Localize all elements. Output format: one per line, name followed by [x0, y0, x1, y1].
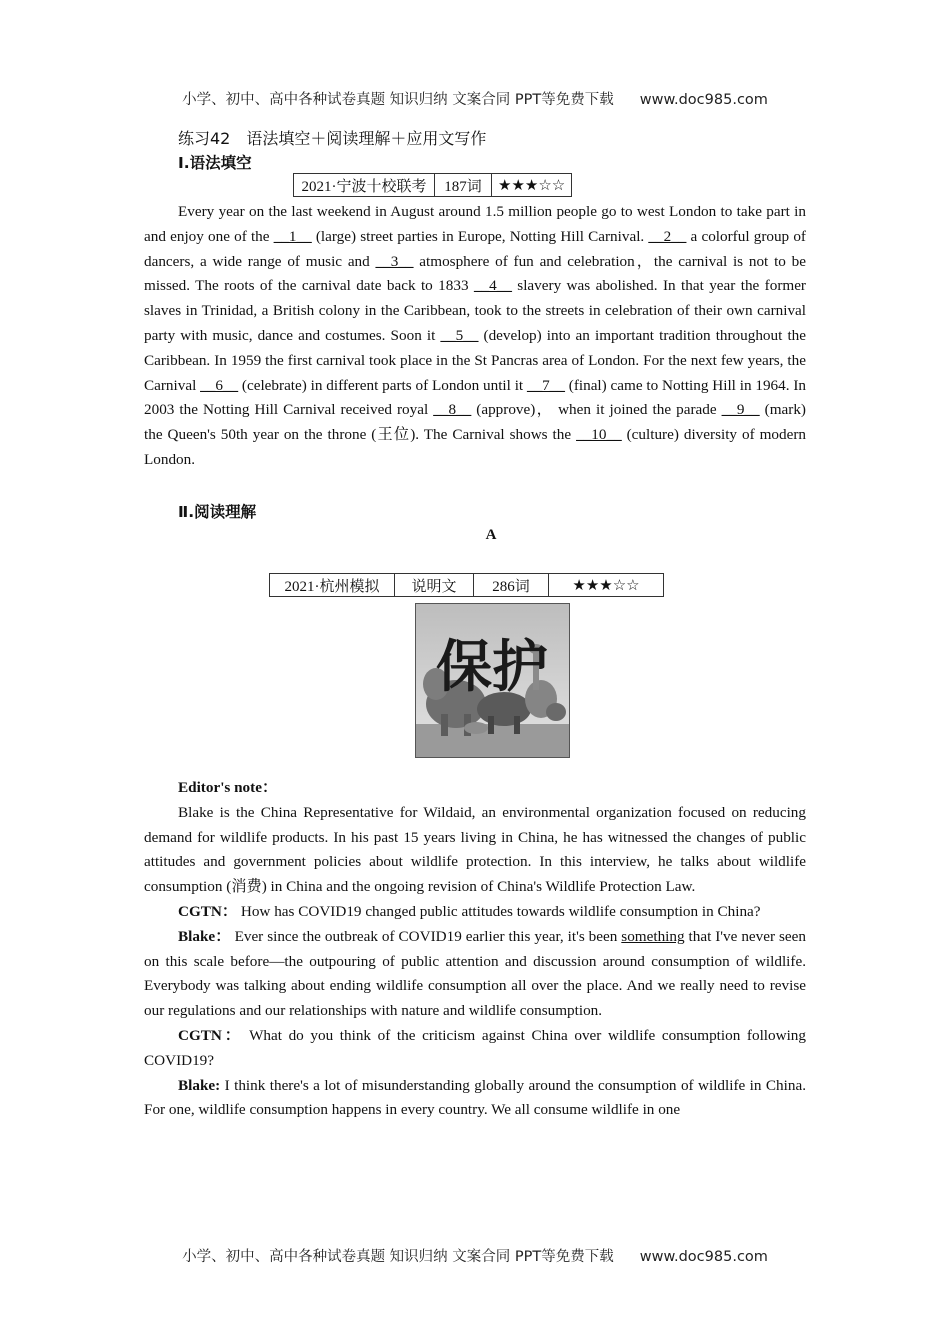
passage-text: (mark) the Queen's 50th year on the throne (王位). The Carnival shows the	[144, 401, 806, 444]
blank-5[interactable]: __5__	[440, 326, 479, 344]
passage-text: (develop) into an important tradition throughout the Caribbean. In 1959 the first carnival took place in the St Pancras area of London. For the next few years, the Carnival	[144, 326, 806, 394]
passage-text: Every year on the last weekend in August around 1.5 million people go to west London to take part in and enjoy one of the	[144, 203, 806, 245]
page-footer	[0, 1245, 950, 1266]
info-source: 2021·杭州模拟	[270, 574, 395, 597]
info-genre: 说明文	[395, 574, 474, 597]
blank-8[interactable]: __8__	[433, 401, 472, 419]
answer-1-text: that I've never seen on this scale before—the outpouring of public attention and discussion around consumption of wildlife. Everybody was talking about ending wildlife consumption all over the place. And we really need to revise our regulations and our relationships with nature and wildlife consumption.	[144, 927, 806, 1020]
underlined-word: something	[621, 927, 685, 945]
editors-note-text: Blake is the China Representative for Wildaid, an environmental organization focused on reducing demand for wildlife products. In his past 15 years living in China, he has witnessed the changes of public attitudes and government policies about wildlife protection. In this interview, he talks about wildlife consumption (消费) in China and the ongoing revision of China's Wildlife Protection Law.	[144, 803, 806, 896]
blank-4[interactable]: __4__	[473, 277, 512, 295]
passage-text: (approve)， when it joined the parade	[471, 401, 722, 419]
blank-2[interactable]: __2__	[648, 227, 687, 245]
info-difficulty: ★★★☆☆	[549, 574, 664, 597]
blank-7[interactable]: __7__	[526, 376, 565, 394]
grammar-passage	[144, 200, 806, 473]
cgtn-label: CGTN：	[178, 902, 238, 920]
wildlife-protection-image	[415, 603, 570, 758]
blank-10[interactable]: __10__	[576, 426, 622, 444]
footer-text: 小学、初中、高中各种试卷真题 知识归纳 文案合同 PPT等免费下载	[182, 1249, 614, 1265]
grammar-info-table	[293, 173, 572, 197]
question-1: How has COVID19 changed public attitudes towards wildlife consumption in China?	[237, 902, 761, 920]
header-site: www.doc985.com	[639, 92, 768, 108]
section-reading-label: Ⅱ.阅读理解	[178, 503, 257, 521]
reading-passage	[144, 776, 806, 1123]
header-text: 小学、初中、高中各种试卷真题 知识归纳 文案合同 PPT等免费下载	[182, 92, 614, 108]
editors-note-label: Editor's note：	[178, 779, 278, 796]
passage-text: (final) came to Notting Hill in 1964. In 2003 the Notting Hill Carnival received royal	[144, 376, 807, 419]
cgtn-label: CGTN：	[178, 1026, 243, 1044]
reading-info-table	[269, 573, 664, 597]
info-source: 2021·宁波十校联考	[294, 174, 435, 197]
passage-text: atmosphere of fun and celebration，the carnival is not to be missed. The roots of the carnival date back to 1833	[144, 252, 807, 295]
animals-illustration	[416, 604, 569, 757]
footer-site: www.doc985.com	[639, 1249, 768, 1265]
info-wordcount: 286词	[474, 574, 549, 597]
question-2: What do you think of the criticism against China over wildlife consumption following COVID19?	[144, 1026, 806, 1069]
passage-letter: A	[485, 527, 497, 543]
exercise-title: 练习42 语法填空＋阅读理解＋应用文写作	[178, 129, 487, 148]
passage-text: (culture) diversity of modern London.	[144, 426, 806, 468]
blank-6[interactable]: __6__	[200, 376, 239, 394]
blank-3[interactable]: __3__	[375, 252, 414, 270]
answer-1-text: Ever since the outbreak of COVID19 earlier this year, it's been	[230, 927, 622, 945]
passage-text: (celebrate) in different parts of London until it	[238, 376, 527, 394]
blake-label: Blake:	[178, 1076, 221, 1094]
blake-label: Blake：	[178, 927, 231, 945]
passage-text: slavery was abolished. In that year the former slaves in Trinidad, a British colony in the Caribbean, took to the streets in celebration of their own carnival party with music, dance and costumes. Soon it	[144, 277, 806, 344]
blank-9[interactable]: __9__	[721, 401, 760, 419]
image-title: 保护	[436, 635, 548, 700]
page-header	[0, 88, 950, 109]
section-grammar-label: Ⅰ.语法填空	[178, 154, 252, 172]
info-wordcount: 187词	[435, 174, 492, 197]
blank-1[interactable]: __1__	[273, 227, 312, 245]
passage-text: (large) street parties in Europe, Notting Hill Carnival.	[311, 227, 649, 245]
info-difficulty: ★★★☆☆	[492, 174, 572, 197]
passage-text: a colorful group of dancers, a wide range of music and	[144, 227, 806, 270]
answer-2-text: I think there's a lot of misunderstanding globally around the consumption of wildlife in China. For one, wildlife consumption happens in every country. We all consume wildlife in one	[144, 1076, 806, 1119]
